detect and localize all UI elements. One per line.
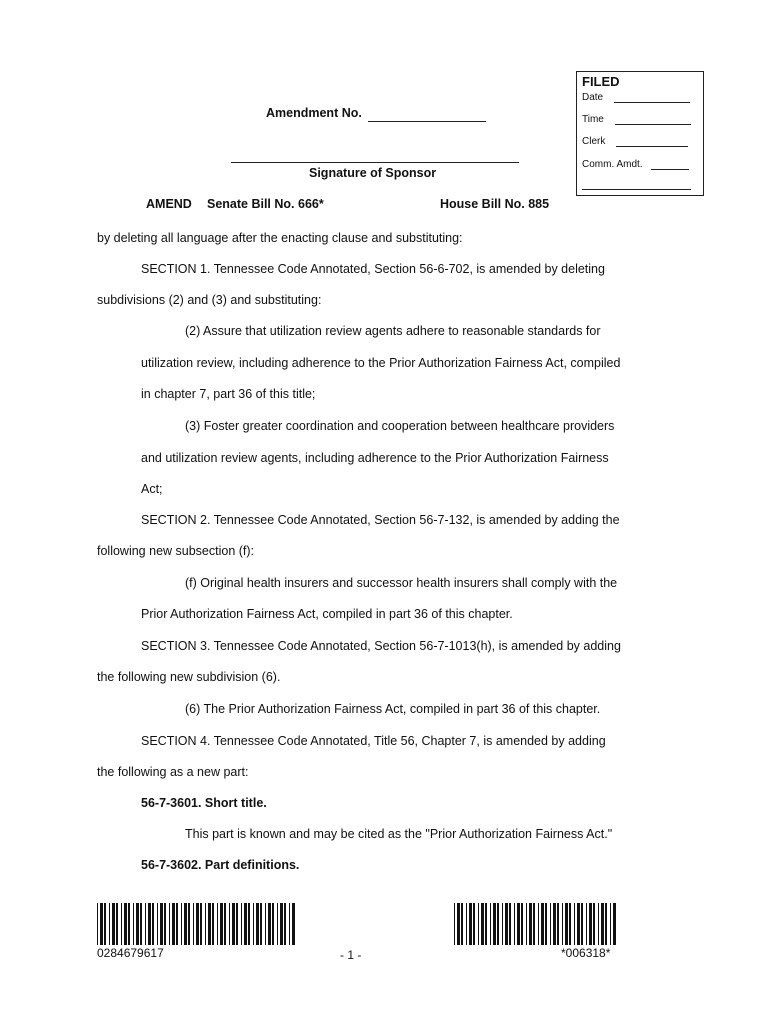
body-line: the following as a new part: — [97, 765, 249, 779]
barcode-bar — [140, 903, 142, 945]
barcode-bar — [541, 903, 544, 945]
body-line: by deleting all language after the enacting clause and substituting: — [97, 231, 463, 245]
barcode-bar — [220, 903, 223, 945]
barcode-bar — [473, 903, 475, 945]
barcode-bar — [176, 903, 178, 945]
barcode-bar — [284, 903, 286, 945]
barcode-bar — [569, 903, 571, 945]
barcode-bar — [553, 903, 556, 945]
barcode-bar — [100, 903, 103, 945]
barcode-bar — [574, 903, 575, 945]
signature-label: Signature of Sponsor — [309, 166, 437, 180]
barcode-bar — [557, 903, 559, 945]
barcode-bar — [244, 903, 247, 945]
barcode-bar — [514, 903, 515, 945]
filed-time-line — [615, 115, 691, 125]
barcode-bar — [112, 903, 115, 945]
body-line: subdivisions (2) and (3) and substituting: — [97, 293, 322, 307]
body-line: following new subsection (f): — [97, 544, 255, 558]
barcode-bar — [461, 903, 463, 945]
subdivision-6: (6) The Prior Authorization Fairness Act, compiled in part 36 of this chapter. — [185, 702, 601, 716]
barcode-bar — [241, 903, 242, 945]
barcode-bar — [193, 903, 194, 945]
barcode-bar — [481, 903, 484, 945]
barcode-bar — [289, 903, 290, 945]
section-2-heading: SECTION 2. Tennessee Code Annotated, Section 56-7-132, is amended by adding the — [141, 513, 620, 527]
barcode-bar — [610, 903, 611, 945]
barcode-bar — [224, 903, 226, 945]
subdivision-2: (2) Assure that utilization review agents adhere to reasonable standards for — [185, 324, 601, 338]
signature-line — [231, 162, 519, 163]
barcode-bar — [550, 903, 551, 945]
filed-comm-amdt-line — [651, 160, 689, 170]
barcode-bar — [148, 903, 151, 945]
filed-time-row — [582, 114, 691, 125]
filed-comm-amdt-row — [582, 159, 689, 170]
section-3-heading: SECTION 3. Tennessee Code Annotated, Section 56-7-1013(h), is amended by adding — [141, 639, 621, 653]
body-line: the following new subdivision (6). — [97, 670, 281, 684]
barcode-right — [454, 903, 616, 945]
barcode-bar — [181, 903, 182, 945]
filed-clerk-line — [616, 137, 688, 147]
barcode-bar — [593, 903, 595, 945]
barcode-bar — [124, 903, 127, 945]
barcode-bar — [248, 903, 250, 945]
barcode-bar — [133, 903, 134, 945]
barcode-bar — [169, 903, 170, 945]
barcode-bar — [128, 903, 130, 945]
body-line: Prior Authorization Fairness Act, compiled in part 36 of this chapter. — [141, 607, 513, 621]
barcode-bar — [121, 903, 122, 945]
filed-clerk-label: Clerk — [582, 136, 606, 147]
barcode-bar — [212, 903, 214, 945]
barcode-bar — [509, 903, 511, 945]
body-line: This part is known and may be cited as the "Prior Authorization Fairness Act." — [185, 827, 613, 841]
barcode-bar — [188, 903, 190, 945]
barcode-right-text: *006318* — [561, 946, 611, 960]
section-4-heading: SECTION 4. Tennessee Code Annotated, Title 56, Chapter 7, is amended by adding — [141, 734, 606, 748]
barcode-bar — [605, 903, 607, 945]
barcode-left — [97, 903, 297, 945]
barcode-bar — [521, 903, 523, 945]
barcode-bar — [577, 903, 580, 945]
filed-clerk-row — [582, 136, 688, 147]
barcode-bar — [490, 903, 491, 945]
barcode-bar — [538, 903, 539, 945]
barcode-bar — [613, 903, 616, 945]
filed-bottom-line — [582, 189, 691, 190]
filed-title: FILED — [582, 74, 620, 89]
barcode-bar — [586, 903, 587, 945]
barcode-bar — [109, 903, 110, 945]
barcode-bar — [196, 903, 199, 945]
barcode-bar — [533, 903, 535, 945]
barcode-bar — [454, 903, 455, 945]
barcode-bar — [97, 903, 98, 945]
barcode-bar — [505, 903, 508, 945]
barcode-bar — [469, 903, 472, 945]
part-heading-3601: 56-7-3601. Short title. — [141, 796, 267, 810]
barcode-bar — [236, 903, 238, 945]
barcode-bar — [466, 903, 467, 945]
barcode-bar — [164, 903, 166, 945]
section-1-heading: SECTION 1. Tennessee Code Annotated, Section 56-6-702, is amended by deleting — [141, 262, 605, 276]
body-line: in chapter 7, part 36 of this title; — [141, 387, 316, 401]
barcode-bar — [157, 903, 158, 945]
barcode-bar — [292, 903, 295, 945]
barcode-bar — [529, 903, 532, 945]
barcode-bar — [526, 903, 527, 945]
barcode-bar — [268, 903, 271, 945]
barcode-bar — [457, 903, 460, 945]
barcode-bar — [104, 903, 106, 945]
barcode-bar — [497, 903, 499, 945]
barcode-bar — [253, 903, 254, 945]
barcode-bar — [116, 903, 118, 945]
barcode-left-text: 0284679617 — [97, 946, 164, 960]
filed-stamp-box — [576, 71, 704, 196]
filed-date-row — [582, 92, 690, 103]
body-line: and utilization review agents, including adherence to the Prior Authorization Fairness — [141, 451, 609, 465]
barcode-bar — [160, 903, 163, 945]
barcode-bar — [280, 903, 283, 945]
amendment-label: Amendment No. — [266, 106, 362, 120]
barcode-bar — [217, 903, 218, 945]
filed-date-label: Date — [582, 92, 604, 103]
barcode-bar — [260, 903, 262, 945]
filed-comm-amdt-label: Comm. Amdt. — [582, 159, 643, 170]
barcode-bar — [562, 903, 563, 945]
barcode-bar — [205, 903, 206, 945]
senate-bill-number: Senate Bill No. 666* — [207, 197, 324, 211]
house-bill-number: House Bill No. 885 — [440, 197, 550, 211]
barcode-bar — [208, 903, 211, 945]
barcode-bar — [485, 903, 487, 945]
body-line: utilization review, including adherence to the Prior Authorization Fairness Act, compiled — [141, 356, 621, 370]
barcode-bar — [517, 903, 520, 945]
barcode-bar — [152, 903, 154, 945]
barcode-bar — [272, 903, 274, 945]
barcode-bar — [598, 903, 599, 945]
barcode-bar — [256, 903, 259, 945]
part-heading-3602: 56-7-3602. Part definitions. — [141, 858, 300, 872]
barcode-bar — [277, 903, 278, 945]
amend-label: AMEND — [146, 197, 192, 211]
filed-time-label: Time — [582, 114, 604, 125]
barcode-bar — [136, 903, 139, 945]
barcode-bar — [565, 903, 568, 945]
body-line: Act; — [141, 482, 163, 496]
subdivision-3: (3) Foster greater coordination and cooperation between healthcare providers — [185, 419, 615, 433]
page-number: - 1 - — [340, 948, 362, 962]
barcode-bar — [581, 903, 583, 945]
barcode-bar — [493, 903, 496, 945]
barcode-bar — [184, 903, 187, 945]
filed-date-line — [614, 93, 690, 103]
barcode-bar — [145, 903, 146, 945]
barcode-bar — [478, 903, 479, 945]
barcode-bar — [589, 903, 592, 945]
barcode-bar — [545, 903, 547, 945]
barcode-bar — [232, 903, 235, 945]
barcode-bar — [200, 903, 202, 945]
barcode-bar — [601, 903, 604, 945]
barcode-bar — [265, 903, 266, 945]
subsection-f: (f) Original health insurers and successor health insurers shall comply with the — [185, 576, 618, 590]
barcode-bar — [502, 903, 503, 945]
amendment-number-line — [368, 121, 486, 122]
barcode-bar — [172, 903, 175, 945]
barcode-bar — [229, 903, 230, 945]
